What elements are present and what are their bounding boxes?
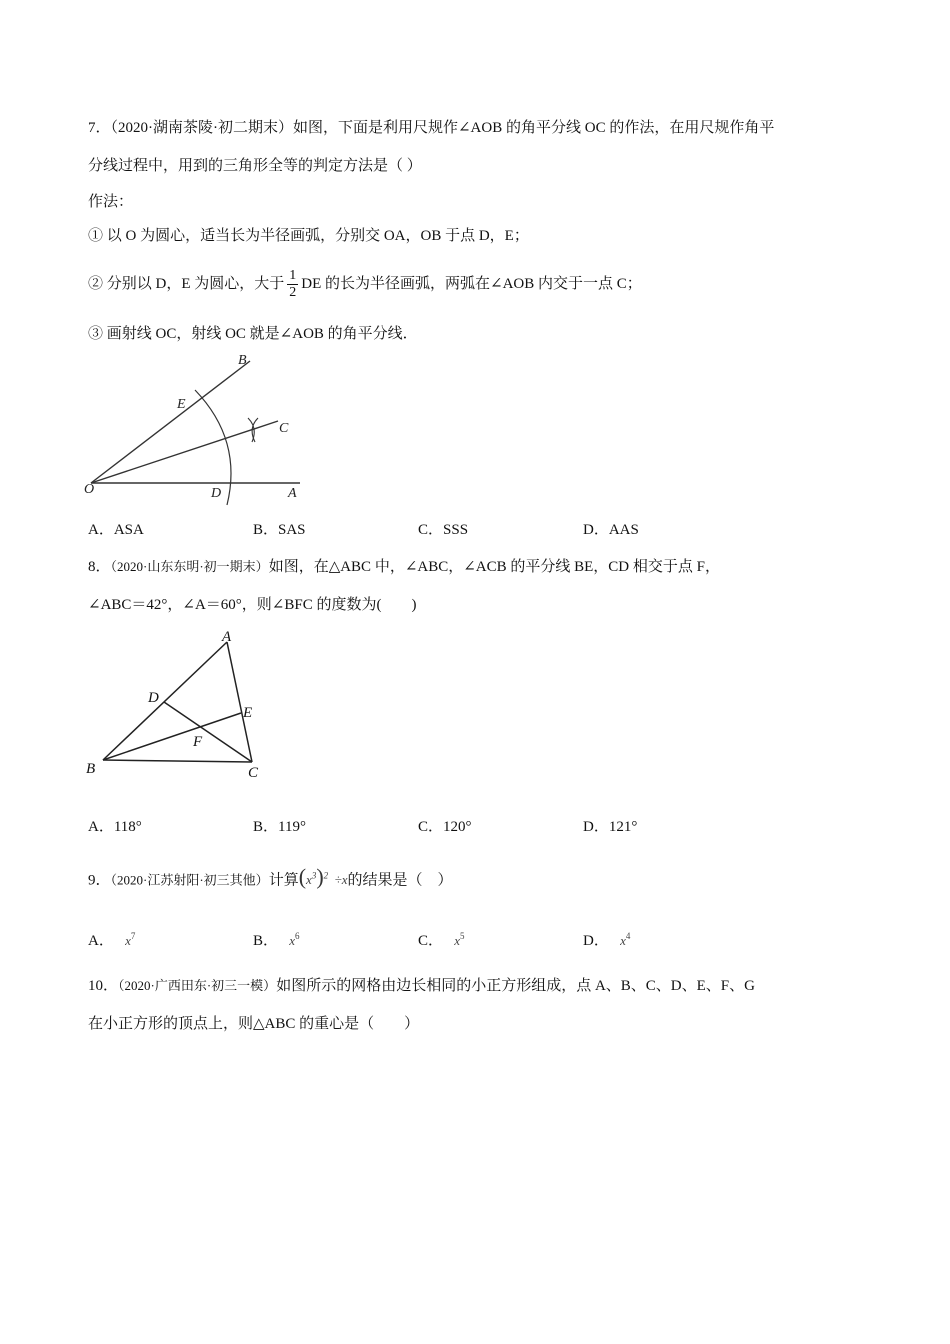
q9-option-a[interactable]: A． $x^7$ (88, 931, 136, 949)
q7-option-a[interactable]: A．ASA (88, 522, 144, 538)
q7-line1: 7．（2020·湖南茶陵·初二期末）如图，下面是利用尺规作∠AOB 的角平分线 OC 的作法，在用尺规作角平 (88, 120, 775, 136)
q10-line1 (88, 976, 755, 996)
q7-step2-b: DE 的长为半径画弧，两弧在∠AOB 内交于一点 C； (301, 275, 642, 292)
q9-number: 9． (88, 872, 111, 889)
label-o: O (84, 482, 95, 497)
fraction-numerator: 1 (289, 268, 297, 283)
q9-expression: $(x^3)^2 \div x$ (298, 864, 348, 890)
q8-option-a[interactable]: A．118° (88, 819, 142, 835)
q7-step1: ① 以 O 为圆心，适当长为半径画弧，分别交 OA，OB 于点 D，E； (88, 228, 529, 244)
q8-option-c[interactable]: C．120° (418, 819, 472, 835)
q7-option-c[interactable]: C．SSS (418, 522, 469, 538)
q8-text: 如图，在△ABC 中，∠ABC，∠ACB 的平分线 BE，CD 相交于点 F， (268, 559, 720, 575)
q7-line2: 分线过程中，用到的三角形全等的判定方法是（ ） (88, 158, 422, 174)
label-c: C (279, 421, 289, 436)
q9-option-d[interactable]: D． $x^4$ (583, 931, 631, 949)
label-a: A (222, 629, 232, 645)
label-a: A (288, 486, 297, 501)
label-b: B (238, 353, 247, 368)
q7-method-title: 作法： (88, 194, 134, 210)
q8-number: 8． (88, 559, 111, 575)
q8-line2: ∠ABC＝42°，∠A＝60°，则∠BFC 的度数为( ) (88, 597, 417, 613)
fraction-denominator: 2 (289, 285, 297, 300)
side-bc (103, 760, 252, 762)
q9-rest: 的结果是（ ） (347, 872, 453, 889)
label-c: C (248, 765, 259, 781)
q7-option-d[interactable]: D．AAS (583, 522, 639, 538)
ray-oc (91, 421, 278, 483)
q7-option-b[interactable]: B．SAS (253, 522, 306, 538)
q7-step2 (88, 268, 642, 301)
q9-line (88, 866, 453, 890)
bisector-be (103, 713, 241, 760)
label-e: E (177, 397, 186, 412)
fraction-one-half (287, 268, 298, 301)
q8-option-d[interactable]: D．121° (583, 819, 638, 835)
q10-text: 如图所示的网格由边长相同的小正方形组成，点 A、B、C、D、E、F、G (276, 978, 755, 994)
q10-number: 10． (88, 978, 119, 994)
q7-angle-bisector-figure (80, 350, 310, 510)
bisector-cd (164, 702, 252, 762)
side-ac (227, 642, 252, 762)
label-f: F (193, 734, 203, 750)
q9-source: （2020·江苏射阳·初三其他） (110, 872, 269, 888)
q7-step2-a: ② 分别以 D，E 为圆心，大于 (88, 275, 285, 292)
label-d: D (211, 486, 222, 501)
q10-line2: 在小正方形的顶点上，则△ABC 的重心是（ ） (88, 1016, 420, 1032)
label-d: D (148, 690, 159, 706)
label-e: E (243, 705, 253, 721)
q9-option-b[interactable]: B． $x^6$ (253, 931, 300, 949)
q9-option-c[interactable]: C． $x^5$ (418, 931, 465, 949)
ray-ob (91, 361, 250, 483)
q8-triangle-figure (80, 622, 280, 787)
q9-calc: 计算 (268, 872, 299, 889)
side-ba (103, 642, 227, 760)
q8-option-b[interactable]: B．119° (253, 819, 306, 835)
q7-step3: ③ 画射线 OC，射线 OC 就是∠AOB 的角平分线． (88, 326, 418, 342)
label-b: B (86, 761, 96, 777)
q8-line1 (88, 557, 720, 577)
q8-source: （2020·山东东明·初一期末） (110, 559, 269, 574)
q10-source: （2020·广西田东·初三一模） (118, 978, 277, 993)
